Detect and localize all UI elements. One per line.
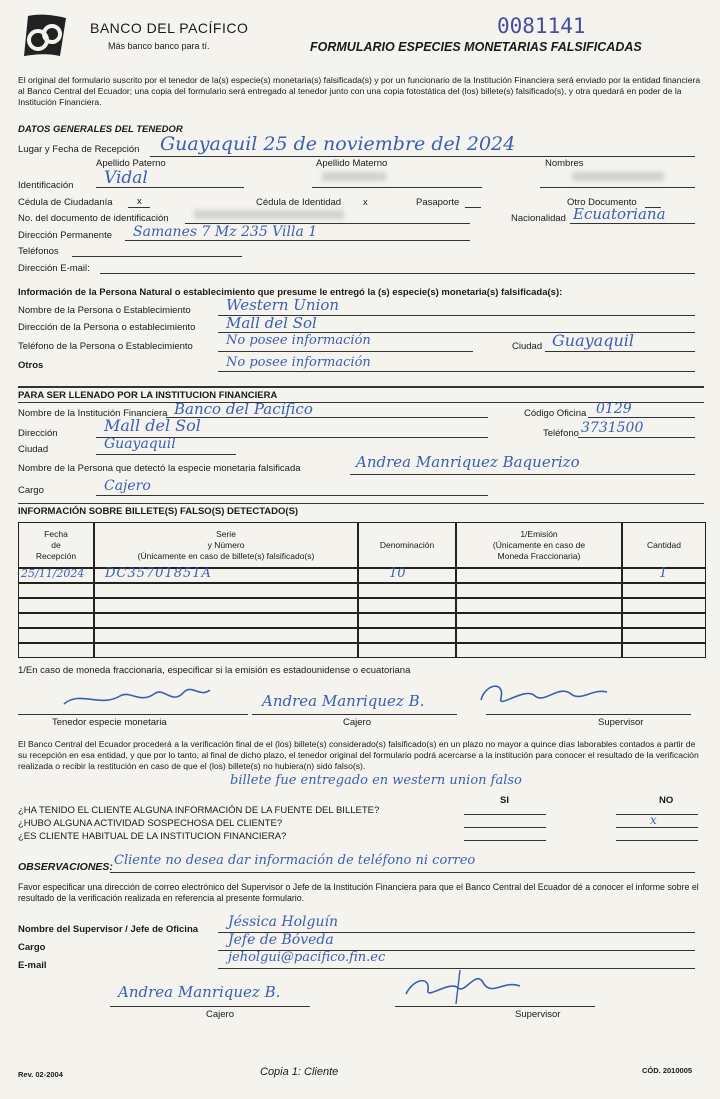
supervisor-email-value: jeholgui@pacifico.fin.ec <box>228 950 386 965</box>
nacionalidad-value: Ecuatoriana <box>573 205 666 223</box>
direccion-label: Dirección Permanente <box>18 230 112 241</box>
institution-direccion-value: Mall del Sol <box>104 416 201 435</box>
bills-header-cantidad: Cantidad <box>646 539 682 550</box>
question-3: ¿ES CLIENTE HABITUAL DE LA INSTITUCION FINANCIERA? <box>18 831 287 842</box>
footer-copy: Copia 1: Cliente <box>260 1066 339 1078</box>
final-cajero-label: Cajero <box>206 1009 234 1020</box>
bills-header-emision: 1/Emisión (Únicamente en caso de Moneda Fraccionaria) <box>457 523 623 567</box>
final-cajero-signature: Andrea Manriquez B. <box>118 983 281 1001</box>
verification-note: billete fue entregado en western union falso <box>230 773 522 788</box>
bank-slogan: Más banco banco para tí. <box>108 41 210 51</box>
natural-direccion-label: Dirección de la Persona o establecimiento <box>18 322 196 333</box>
place-date-value: Guayaquil 25 de noviembre del 2024 <box>160 133 516 155</box>
bills-header-denominacion: Denominación <box>359 523 457 567</box>
serial-number: 0081141 <box>497 14 586 38</box>
institution-cargo-value: Cajero <box>104 478 151 494</box>
identificacion-label: Identificación <box>18 180 74 191</box>
supervisor-nombre-label: Nombre del Supervisor / Jefe de Oficina <box>18 924 199 935</box>
natural-section-title: Información de la Persona Natural o establecimiento que presume le entregó la (s) especie(s) monetaria(s) falsificada(s): <box>18 287 563 298</box>
bills-section-title: INFORMACIÓN SOBRE BILLETE(S) FALSO(S) DETECTADO(S) <box>18 506 299 517</box>
general-section-title: DATOS GENERALES DEL TENEDOR <box>18 124 183 135</box>
observations-label: OBSERVACIONES: <box>18 861 113 873</box>
bill-row-denominacion: 10 <box>389 566 406 581</box>
bank-name: BANCO DEL PACÍFICO <box>90 20 249 36</box>
telefonos-label: Teléfonos <box>18 246 59 257</box>
natural-nombre-value: Western Union <box>226 296 340 314</box>
institution-ciudad-label: Ciudad <box>18 444 49 455</box>
bill-row-cantidad: 1 <box>659 566 668 581</box>
natural-ciudad-label: Ciudad <box>512 341 543 352</box>
supervisor-nombre-value: Jéssica Holguín <box>228 914 338 930</box>
natural-nombre-label: Nombre de la Persona o Establecimiento <box>18 305 191 316</box>
pasaporte-label: Pasaporte <box>416 197 460 208</box>
no-label: NO <box>659 795 674 806</box>
bills-header-serie: Serie y Número (Únicamente en caso de billete(s) falsificado(s) <box>95 523 359 567</box>
supervisor-cargo-label: Cargo <box>18 942 46 953</box>
nombres-label: Nombres <box>545 158 584 169</box>
email-label: Dirección E-mail: <box>18 263 90 274</box>
cedula-ciudadania-mark: x <box>137 196 142 207</box>
nacionalidad-label: Nacionalidad <box>511 213 566 224</box>
supervisor-instructions: Favor especificar una dirección de correo electrónico del Supervisor o Jefe de la Institución Financiera para que el Banco Central del Ecuador dé a conocer el informe sobre el resultado de la verificación realizada en referencia al presente formulario. <box>18 882 699 903</box>
cedula-ciudadania-label: Cédula de Ciudadanía <box>18 197 113 208</box>
natural-otros-label: Otros <box>18 360 44 371</box>
supervisor-label: Supervisor <box>598 717 644 728</box>
place-date-label: Lugar y Fecha de Recepción <box>18 144 140 155</box>
institution-detecto-value: Andrea Manriquez Baquerizo <box>356 453 580 471</box>
institution-codigo-label: Código Oficina <box>524 408 587 419</box>
bill-row-serie: DC35701851A <box>105 566 212 581</box>
final-supervisor-signature <box>400 958 530 1013</box>
institution-detecto-label: Nombre de la Persona que detectó la especie monetaria falsificada <box>18 463 301 474</box>
bank-logo <box>14 12 78 60</box>
institution-section-title: PARA SER LLENADO POR LA INSTITUCION FINANCIERA <box>18 390 278 401</box>
question-2: ¿HUBO ALGUNA ACTIVIDAD SOSPECHOSA DEL CLIENTE? <box>18 818 283 829</box>
cajero-signature: Andrea Manriquez B. <box>262 692 425 710</box>
apellido-materno-label: Apellido Materno <box>316 158 388 169</box>
natural-ciudad-value: Guayaquil <box>552 331 634 350</box>
institution-telefono-value: 3731500 <box>581 420 644 436</box>
institution-cargo-label: Cargo <box>18 485 44 496</box>
intro-text: El original del formulario suscrito por el tenedor de la(s) especie(s) monetaria(s) falsificada(s) y por un funcionario de la Institución Financiera será enviado por la entidad financiera al Banco Central del Ecuador; una copia del formulario será entregado al tenedor junto con una copia fotostática del (los) billete(s) falsificado(s), y otra quedará en poder de la Institución Financiera. <box>18 75 701 107</box>
direccion-value: Samanes 7 Mz 235 Villa 1 <box>133 224 318 240</box>
institution-codigo-value: 0129 <box>596 401 632 417</box>
apellido-paterno-label: Apellido Paterno <box>96 158 166 169</box>
natural-telefono-label: Teléfono de la Persona o Establecimiento <box>18 341 193 352</box>
tenedor-signature <box>60 678 220 719</box>
institution-telefono-label: Teléfono <box>543 428 579 439</box>
apellido-paterno-value: Vidal <box>104 168 148 188</box>
institution-direccion-label: Dirección <box>18 428 58 439</box>
form-title: FORMULARIO ESPECIES MONETARIAS FALSIFICADAS <box>310 40 642 54</box>
bills-footnote: 1/En caso de moneda fraccionaria, especificar si la emisión es estadounidense o ecuatoriana <box>18 665 411 676</box>
cajero-label: Cajero <box>343 717 371 728</box>
question-1: ¿HA TENIDO EL CLIENTE ALGUNA INFORMACIÓN DE LA FUENTE DEL BILLETE? <box>18 805 380 816</box>
supervisor-email-label: E-mail <box>18 960 47 971</box>
final-supervisor-label: Supervisor <box>515 1009 561 1020</box>
supervisor-cargo-value: Jefe de Bóveda <box>228 932 334 948</box>
bills-table <box>18 522 706 658</box>
institution-ciudad-value: Guayaquil <box>104 436 176 452</box>
institution-nombre-label: Nombre de la Institución Financiera <box>18 408 168 419</box>
footer-rev: Rev. 02-2004 <box>18 1070 63 1079</box>
tenedor-label: Tenedor especie monetaria <box>52 717 167 728</box>
otro-documento-label: Otro Documento <box>567 197 637 208</box>
bill-row-fecha: 25/11/2024 <box>21 567 85 580</box>
num-documento-label: No. del documento de identificación <box>18 213 169 224</box>
si-label: SI <box>500 795 509 806</box>
natural-otros-value: No posee información <box>226 355 371 370</box>
question-2-no-mark: x <box>650 813 657 827</box>
footer-code: CÓD. 2010005 <box>642 1066 693 1075</box>
cedula-identidad-mark: x <box>363 197 368 208</box>
institution-nombre-value: Banco del Pacífico <box>174 400 313 418</box>
observations-value: Cliente no desea dar información de teléfono ni correo <box>114 853 476 868</box>
cedula-identidad-label: Cédula de Identidad <box>256 197 342 208</box>
natural-telefono-value: No posee información <box>226 333 371 348</box>
bills-header-fecha: Fecha de Recepción <box>19 523 95 567</box>
natural-direccion-value: Mall del Sol <box>226 314 317 332</box>
verification-text: El Banco Central del Ecuador procederá a la verificación final de el (los) billete(s) considerado(s) falsificado(s) en un plazo no mayor a quince días laborables contados a partir de su recepción en esa entidad, y que por lo tanto, al final de dicho plazo, el tenedor original del formulario podrá acercarse a la institución para conocer el resultado de la verificación realizada o recibir la restitución en caso de que el (los) billete(s) no hubiera(n) sido falso(s). <box>18 739 699 771</box>
